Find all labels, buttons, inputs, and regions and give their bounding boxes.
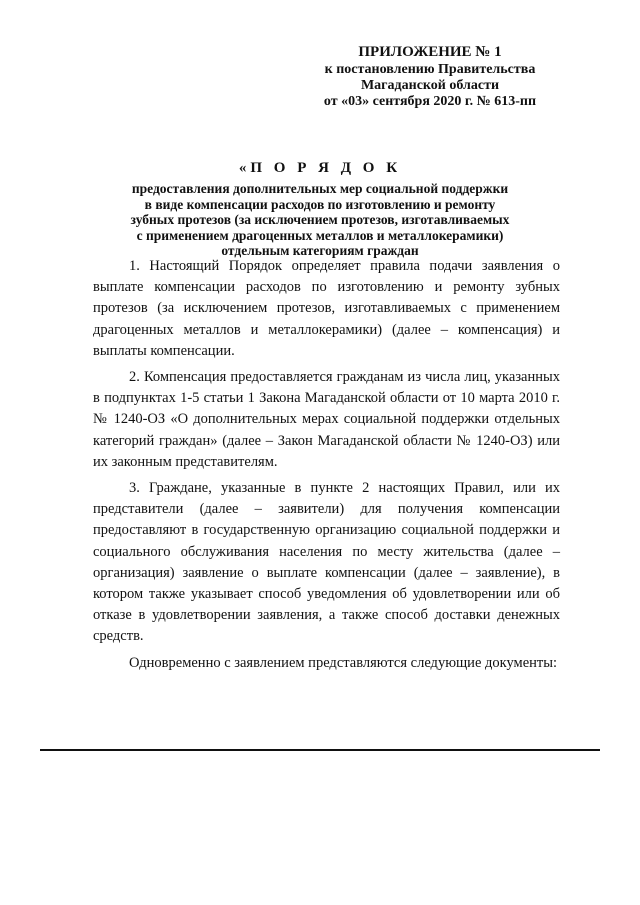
appendix-header [300, 44, 560, 110]
appendix-title: ПРИЛОЖЕНИЕ № 1 [358, 44, 502, 60]
document-body [93, 256, 560, 679]
order-subtitle-line: предоставления дополнительных мер социальной поддержки [131, 181, 509, 196]
order-subtitle-line: с применением драгоценных металлов и металлокерамики) [136, 227, 504, 243]
appendix-line-1: к постановлению Правительства [324, 62, 536, 77]
paragraph-3: 3. Граждане, указанные в пункте 2 настоящих Правил, или их представители (далее – заявители) для получения компенсации предоставляют в государственную организацию социальной поддержки и социального обслуживания населения по месту жительства (далее – организация) заявление о выплате компенсации (далее – заявление), в котором также указывает способ уведомления об удовлетворении или об отказе в удовлетворении заявления, а также способ доставки денежных средств. [93, 480, 560, 645]
paragraph-2: 2. Компенсация предоставляется гражданам из числа лиц, указанных в подпунктах 1-5 статьи 1 Закона Магаданской области от 10 марта 2010 г. № 1240-ОЗ «О дополнительных мерах социальной поддержки отдельных категорий граждан» (далее – Закон Магаданской области № 1240-ОЗ) или их законным представителям. [93, 369, 560, 470]
order-subtitle-line: отдельным категориям граждан [221, 243, 419, 258]
order-title-block [80, 160, 560, 259]
order-subtitle-line: зубных протезов (за исключением протезов, изготавливаемых [130, 212, 510, 227]
order-heading: «П О Р Я Д О К [238, 160, 402, 176]
order-subtitle-line: в виде компенсации расходов по изготовлению и ремонту [144, 196, 496, 212]
appendix-line-2: Магаданской области [360, 78, 500, 93]
paragraph-4: Одновременно с заявлением представляются следующие документы: [129, 654, 558, 671]
page-separator-line [40, 749, 600, 751]
appendix-line-3: от «03» сентября 2020 г. № 613-пп [323, 94, 537, 109]
paragraph-1: 1. Настоящий Порядок определяет правила подачи заявления о выплате компенсации расходов по изготовлению и ремонту зубных протезов (за исключением протезов, изготавливаемых с применением драгоценных металлов и металлокерамики) (далее – компенсация) и выплаты компенсации. [93, 258, 560, 359]
